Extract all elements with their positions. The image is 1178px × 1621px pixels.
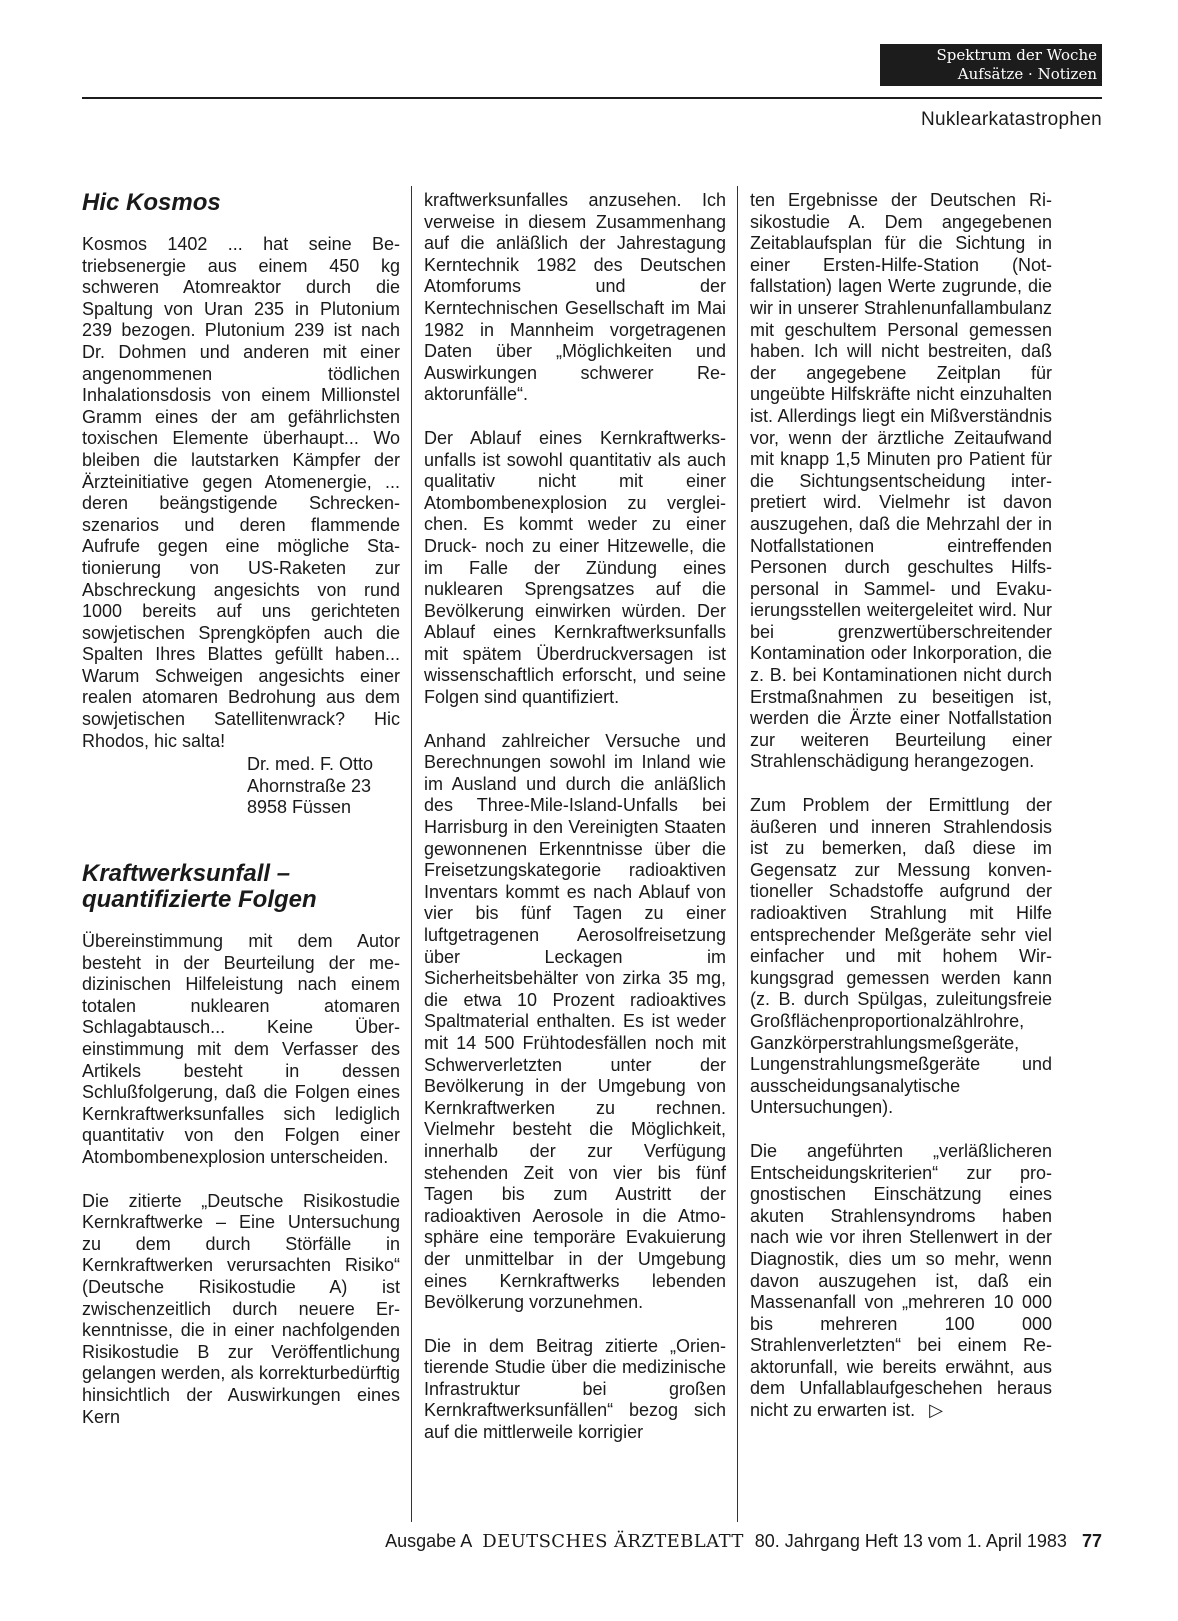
article1-body: Kosmos 1402 ... hat seine Betriebsenergie aus einem 450 kg schweren Atomreaktor durch die Spaltung von Uran 235 in Plutonium 239 bezogen. Plutonium 239 ist nach Dr. Dohmen und anderen mit einer angenommenen tödlichen Inhalationsdosis von einem Millionstel Gramm eines der am gefährlichsten toxischen Elemente überhaupt... Wo bleiben die lautstarken Kämpfer der Ärzteinitiative gegen Atomenergie, ... deren beängstigende Schreckenszenarios und deren flammende Aufrufe gegen eine mögliche Stationierung von US-Raketen zur Abschreckung angesichts von rund 1000 bereits auf uns gerichteten sowjetischen Sprengköpfen auch die Spalten Ihres Blattes gefüllt haben... Warum Schweigen angesichts einer realen atomaren Bedrohung aus dem sowjetischen Satellitenwrack? Hic Rhodos, hic salta! xyxy=(82,234,400,751)
article1-signature xyxy=(82,754,400,819)
article2-paragraph-3: kraftwerksunfalles anzusehen. Ich verweise in diesem Zusammenhang auf die anläßlich der Jahrestagung Kerntechnik 1982 des Deutschen Atomforums und der Kerntechnischen Gesellschaft im Mai 1982 in Mannheim vorgetragenen Daten über „Möglichkeiten und Auswirkungen schwerer Reaktorunfälle“. xyxy=(424,190,726,405)
header-box-line1: Spektrum der Woche xyxy=(936,46,1097,64)
footer-journal: DEUTSCHES ÄRZTEBLATT xyxy=(482,1531,744,1552)
page-footer xyxy=(0,1531,1102,1552)
article2-paragraph-9-text: Die angeführten „verläßlicheren Entscheidungskriterien“ zur prognostischen Einschätzung eines akuten Strahlensyndroms haben nach wie vor ihren Stellenwert in der Diagnostik, dies um so mehr, wenn davon auszugehen ist, daß ein Massenanfall von „mehreren 10 000 bis mehreren 100 000 Strahlenverletzten“ bei einem Reaktorunfall, wie bereits erwähnt, aus dem Unfallablaufgeschehen heraus nicht zu erwarten ist. xyxy=(750,1140,1052,1421)
article2-paragraph-9 xyxy=(750,1141,1052,1422)
signature-name: Dr. med. F. Otto xyxy=(247,754,374,775)
column-divider-2 xyxy=(737,186,738,1522)
article2-paragraph-8: Zum Problem der Ermittlung der äußeren und inneren Strahlendosis ist zu bemerken, daß diese im Gegensatz zur Messung konventioneller Schadstoffe aufgrund der radioaktiven Strahlung mit Hilfe entsprechender Meßgeräte sehr viel einfacher und mit hohem Wirkungsgrad gemessen werden kann (z. B. durch Spülgas, zuleitungsfreie Großflächenproportionalzählrohre, Ganzkörperstrahlungsmeßgeräte, Lungenstrahlungsmeßgeräte und ausscheidungsanalytische Untersuchungen). xyxy=(750,795,1052,1118)
footer-edition: Ausgabe A xyxy=(385,1531,472,1551)
article2-title xyxy=(82,861,400,913)
footer-issue: 80. Jahrgang Heft 13 vom 1. April 1983 xyxy=(754,1531,1067,1551)
article2-paragraph-4: Der Ablauf eines Kernkraftwerksunfalls ist sowohl quantitativ als auch qualitativ nicht mit einer Atombombenexplosion zu vergleichen. Es kommt weder zu einer Druck- noch zu einer Hitzewelle, die im Falle der Zündung eines nuklearen Sprengsatzes auf die Bevölkerung einwirken würden. Der Ablauf eines Kernkraftwerksunfalls mit spätem Überdruckversagen ist wissenschaftlich erforscht, und seine Folgen sind quantifiziert. xyxy=(424,427,726,708)
article1-title: Hic Kosmos xyxy=(82,189,221,216)
article2-paragraph-6: Die in dem Beitrag zitierte „Orientierende Studie über die medizinische Infrastruktur bei großen Kernkraftwerksunfällen“ bezog sich auf die mittlerweile korrigier xyxy=(424,1335,726,1443)
signature-city: 8958 Füssen xyxy=(247,797,352,818)
article2-title-line1: Kraftwerksunfall – xyxy=(82,860,291,888)
column-1 xyxy=(82,190,400,1522)
column-3 xyxy=(750,190,1052,1522)
column-divider-1 xyxy=(411,186,412,1522)
signature-street: Ahornstraße 23 xyxy=(247,775,372,796)
section-label: Nuklearkatastrophen xyxy=(920,109,1102,130)
article2-title-line2: quantifizierte Folgen xyxy=(82,886,317,914)
section-header-box xyxy=(880,44,1102,86)
page-number: 77 xyxy=(1081,1531,1102,1551)
article2-paragraph-1: Übereinstimmung mit dem Autor besteht in der Beurteilung der medizinischen Hilfeleistung nach einem totalen nuklearen atomaren Schlagabtausch... Keine Übereinstimmung mit dem Verfasser des Artikels besteht in dessen Schlußfolgerung, daß die Folgen eines Kernkraftwerksunfalles sich lediglich quantitativ von den Folgen einer Atombombenexplosion unterscheiden. xyxy=(82,931,400,1167)
article2-paragraph-2: Die zitierte „Deutsche Risikostudie Kernkraftwerke – Eine Untersuchung zu dem durch Störfälle in Kernkraftwerken verursachten Risiko“ (Deutsche Risikostudie A) ist zwischenzeitlich durch neuere Erkenntnisse, die in einer nachfolgenden Risikostudie B zur Veröffentlichung gelangen werden, als korrekturbedürftig hinsichtlich der Auswirkungen eines Kern xyxy=(82,1190,400,1427)
continue-arrow-icon: ▷ xyxy=(929,1400,943,1421)
article2-paragraph-5: Anhand zahlreicher Versuche und Berechnungen sowohl im Inland wie im Ausland und durch die anläßlich des Three-Mile-Island-Unfalls bei Harrisburg in den Vereinigten Staaten gewonnenen Erkenntnisse über die Freisetzungskategorie radioaktiven Inventars kommt es nach Ablauf von vier bis fünf Tagen zu einer luftgetragenen Aerosolfreisetzung über Leckagen im Sicherheitsbehälter von zirka 35 mg, die etwa 10 Prozent radioaktives Spaltmaterial enthalten. Es ist weder mit 14 500 Frühtodesfällen noch mit Schwerverletzten unter der Bevölkerung in der Umgebung von Kernkraftwerken zu rechnen. Vielmehr besteht die Möglichkeit, innerhalb der zur Verfügung stehenden Zeit von vier bis fünf Tagen bis zum Austritt der radioaktiven Aerosole in die Atmosphäre eine temporäre Evakuierung der unmittelbar in der Umgebung eines Kernkraftwerks lebenden Bevölkerung vorzunehmen. xyxy=(424,730,726,1313)
header-box-line2: Aufsätze · Notizen xyxy=(957,65,1097,83)
column-2 xyxy=(424,190,726,1522)
header-rule xyxy=(82,97,1102,99)
article2-paragraph-7: ten Ergebnisse der Deutschen Risikostudie A. Dem angegebenen Zeitablaufsplan für die Sichtung in einer Ersten-Hilfe-Station (Notfallstation) lagen Werte zugrunde, die wir in unserer Strahlenunfallambulanz mit geschultem Personal gemessen haben. Ich will nicht bestreiten, daß der angegebene Zeitplan für ungeübte Hilfskräfte nicht einzuhalten ist. Allerdings liegt ein Mißverständnis vor, wenn der ärztliche Zeitaufwand mit knapp 1,5 Minuten pro Patient für die Sichtungsentscheidung interpretiert wird. Vielmehr ist davon auszugehen, daß die Mehrzahl der in Notfallstationen eintreffenden Personen durch geschultes Hilfspersonal in Sammel- und Evakuierungsstellen weitergeleitet wird. Nur bei grenzwertüberschreitender Kontamination oder Inkorporation, die z. B. bei Kontaminationen nicht durch Erstmaßnahmen zu beseitigen ist, werden die Ärzte einer Notfallstation zur weiteren Beurteilung einer Strahlenschädigung herangezogen. xyxy=(750,190,1052,772)
